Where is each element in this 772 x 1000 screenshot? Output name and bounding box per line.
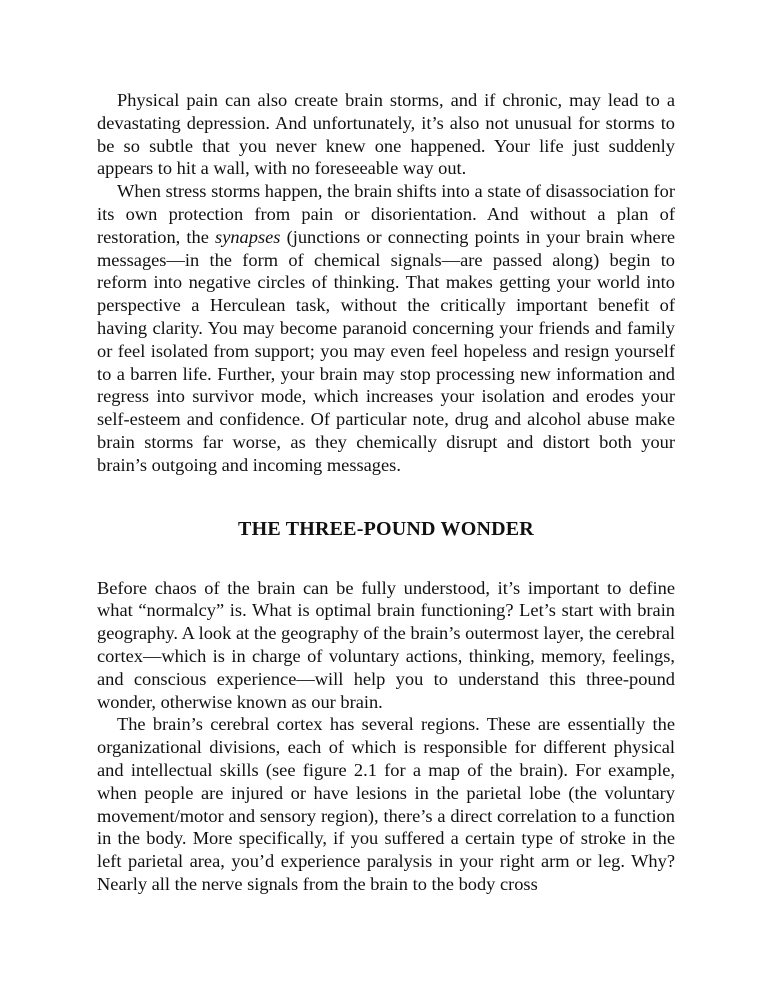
- section-heading: THE THREE-POUND WONDER: [238, 517, 534, 540]
- paragraph-normalcy: Before chaos of the brain can be fully understood, it’s important to define what “normalcy” is. What is optimal brain functioning? Let’s start with brain geography. A look at the geography of the brain’s outermost layer, the cerebral cortex—which is in charge of voluntary actions, thinking, memory, feelings, and conscious experience—will help you to understand this three-pound wonder, otherwise known as our brain.: [97, 577, 675, 712]
- paragraph-text: When stress storms happen, the brain shifts into a state of disassociation for its own protection from pain or disorientation. And without a plan of restoration, the: [97, 181, 675, 247]
- paragraph-text: (junctions or connecting points in your brain where messages—in the form of chemical signals—are passed along) begin to reform into negative circles of thinking. That makes getting your world into perspective a Herculean task, without the critically important benefit of having clarity. You may become paranoid concerning your friends and family or feel isolated from support; you may even feel hopeless and resign yourself to a barren life. Further, your brain may stop processing new information and regress into survivor mode, which increases your isolation and erodes your self-esteem and confidence. Of particular note, drug and alcohol abuse make brain storms far worse, as they chemically disrupt and distort both your brain’s outgoing and incoming messages.: [97, 226, 676, 475]
- paragraph-pain-storms: Physical pain can also create brain storms, and if chronic, may lead to a devastating depression. And unfortunately, it’s also not unusual for storms to be so subtle that you never knew one happened. Your life just suddenly appears to hit a wall, with no foreseeable way out.: [97, 90, 675, 179]
- book-page: [97, 89, 675, 896]
- paragraph-cerebral-cortex: The brain’s cerebral cortex has several regions. These are essentially the organizational divisions, each of which is responsible for different physical and intellectual skills (see figure 2.1 for a map of the brain). For example, when people are injured or have lesions in the parietal lobe (the voluntary movement/motor and sensory region), there’s a direct correlation to a function in the body. More specifically, if you suffered a certain type of stroke in the left parietal area, you’d experience paralysis in your right arm or leg. Why? Nearly all the nerve signals from the brain to the body cross: [97, 714, 675, 894]
- paragraph-stress-storms: [97, 180, 675, 476]
- italic-term-synapses: synapses: [215, 226, 281, 247]
